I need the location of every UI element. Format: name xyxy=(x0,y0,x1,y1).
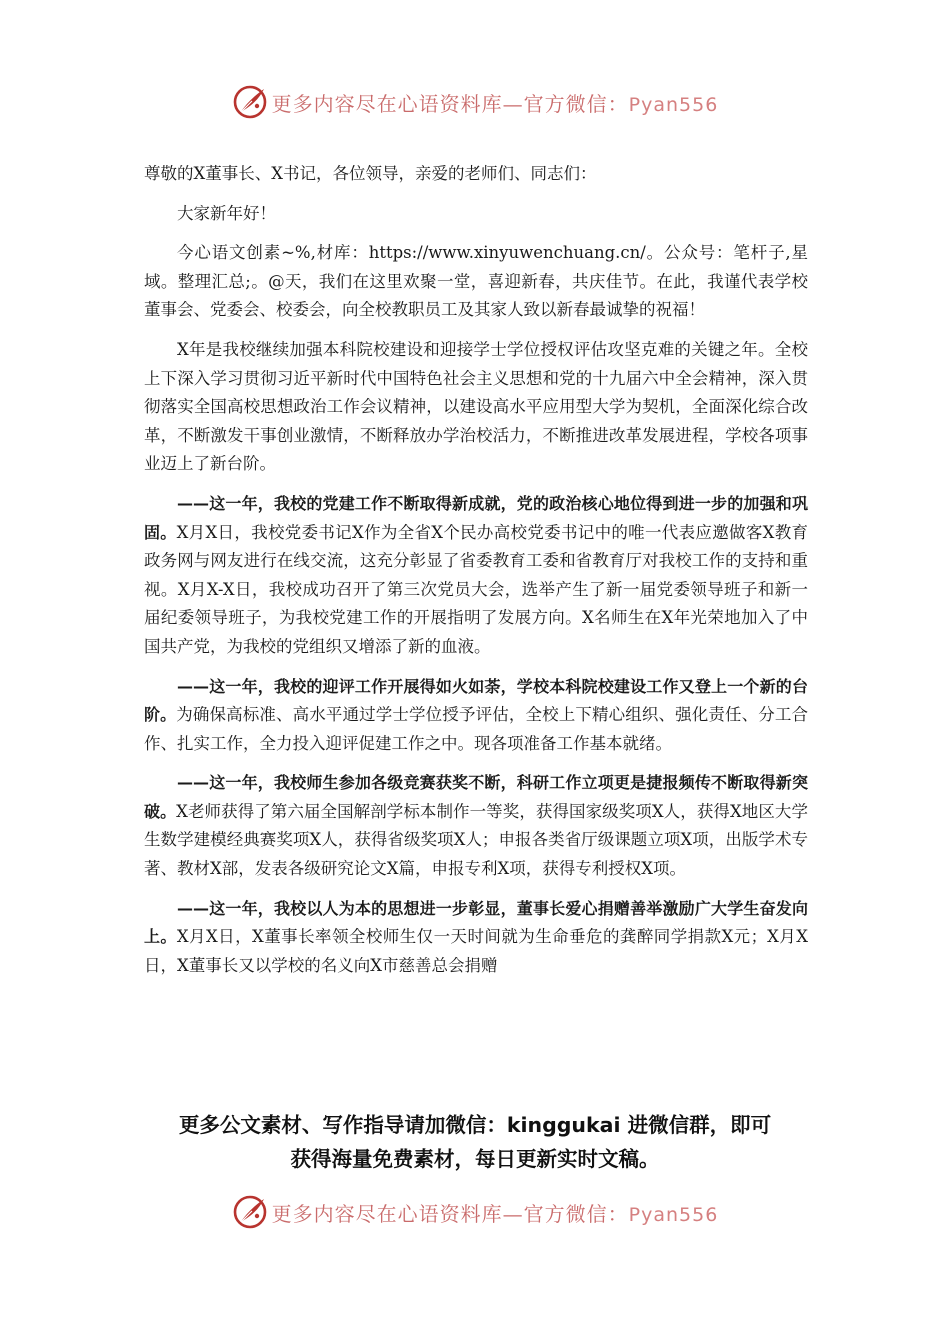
paragraph-5-heading: ——这一年，我校师生参加各级竞赛获奖不断，科研工作立项更是捷报频传不断取得新突破。 xyxy=(144,773,808,821)
salutation: 尊敬的X董事长、X书记，各位领导，亲爱的老师们、同志们： xyxy=(144,164,597,183)
banner-wechat-id: Pyan556 xyxy=(628,1203,719,1226)
paragraph-5-text: X老师获得了第六届全国解剖学标本制作一等奖，获得国家级奖项X人，获得X地区大学生数学建模经典赛奖项X人，获得省级奖项X人；申报各类省厅级课题立项X项，出版学术专著、教材X部，发表各级研究论文X篇，申报专利X项，获得专利授权X项。 xyxy=(144,801,808,879)
footer-promo-line-1: 更多公文素材、写作指导请加微信：kinggukai 进微信群，即可 xyxy=(178,1113,772,1137)
footer-banner xyxy=(0,1190,950,1234)
quill-logo-icon xyxy=(232,84,268,120)
paragraph-3 xyxy=(144,490,808,662)
document-body xyxy=(144,160,808,991)
paragraph-3-heading: ——这一年，我校的党建工作不断取得新成就，党的政治核心地位得到进一步的加强和巩固。 xyxy=(144,493,808,542)
paragraph-4-heading: ——这一年，我校的迎评工作开展得如火如荼，学校本科院校建设工作又登上一个新的台阶。 xyxy=(144,676,808,725)
banner-wechat-id: Pyan556 xyxy=(628,93,719,116)
paragraph-4 xyxy=(144,673,808,759)
paragraph-6-heading: ——这一年，我校以人为本的思想进一步彰显，董事长爱心捐赠善举激励广大学生奋发向上。 xyxy=(144,898,808,947)
paragraph-6 xyxy=(144,895,808,981)
paragraph-1: 今心语文创素~%,材库：https://www.xinyuwenchuang.cn/。公众号：笔杆子,星域。整理汇总;。@天，我们在这里欢聚一堂，喜迎新春，共庆佳节。在此，我谨代表学校董事会、党委会、校委会，向全校教职员工及其家人致以新春最诚挚的祝福！ xyxy=(144,243,808,320)
paragraph-4-text: 为确保高标准、高水平通过学士学位授予评估，全校上下精心组织、强化责任、分工合作、扎实工作，全力投入迎评促建工作之中。现各项准备工作基本就绪。 xyxy=(144,705,808,753)
footer-promo-line-2: 获得海量免费素材，每日更新实时文稿。 xyxy=(290,1147,660,1171)
footer-promo xyxy=(120,1108,830,1176)
paragraph-5 xyxy=(144,769,808,883)
paragraph-3-text: X月X日，我校党委书记X作为全省X个民办高校党委书记中的唯一代表应邀做客X教育政务网与网友进行在线交流，这充分彰显了省委教育工委和省教育厅对我校工作的支持和重视。X月X-X日，我校成功召开了第三次党员大会，选举产生了新一届党委领导班子和新一届纪委领导班子，为我校党建工作的开展指明了发展方向。X名师生在X年光荣地加入了中国共产党，为我校的党组织又增添了新的血液。 xyxy=(144,522,808,656)
greeting: 大家新年好！ xyxy=(177,203,276,223)
quill-logo-icon xyxy=(232,1194,268,1230)
banner-text: 更多内容尽在心语资料库—官方微信：Pyan556 xyxy=(271,1201,719,1226)
header-banner xyxy=(0,80,950,124)
banner-text: 更多内容尽在心语资料库—官方微信：Pyan556 xyxy=(271,91,719,116)
paragraph-2: X年是我校继续加强本科院校建设和迎接学士学位授权评估攻坚克难的关键之年。全校上下深入学习贯彻习近平新时代中国特色社会主义思想和党的十九届六中全会精神，深入贯彻落实全国高校思想政治工作会议精神，以建设高水平应用型大学为契机，全面深化综合改革，不断激发干事创业激情，不断释放办学治校活力，不断推进改革发展进程，学校各项事业迈上了新台阶。 xyxy=(144,339,808,474)
paragraph-6-text: X月X日，X董事长率领全校师生仅一天时间就为生命垂危的龚醉同学捐款X元；X月X日，X董事长又以学校的名义向X市慈善总会捐赠 xyxy=(144,927,808,975)
